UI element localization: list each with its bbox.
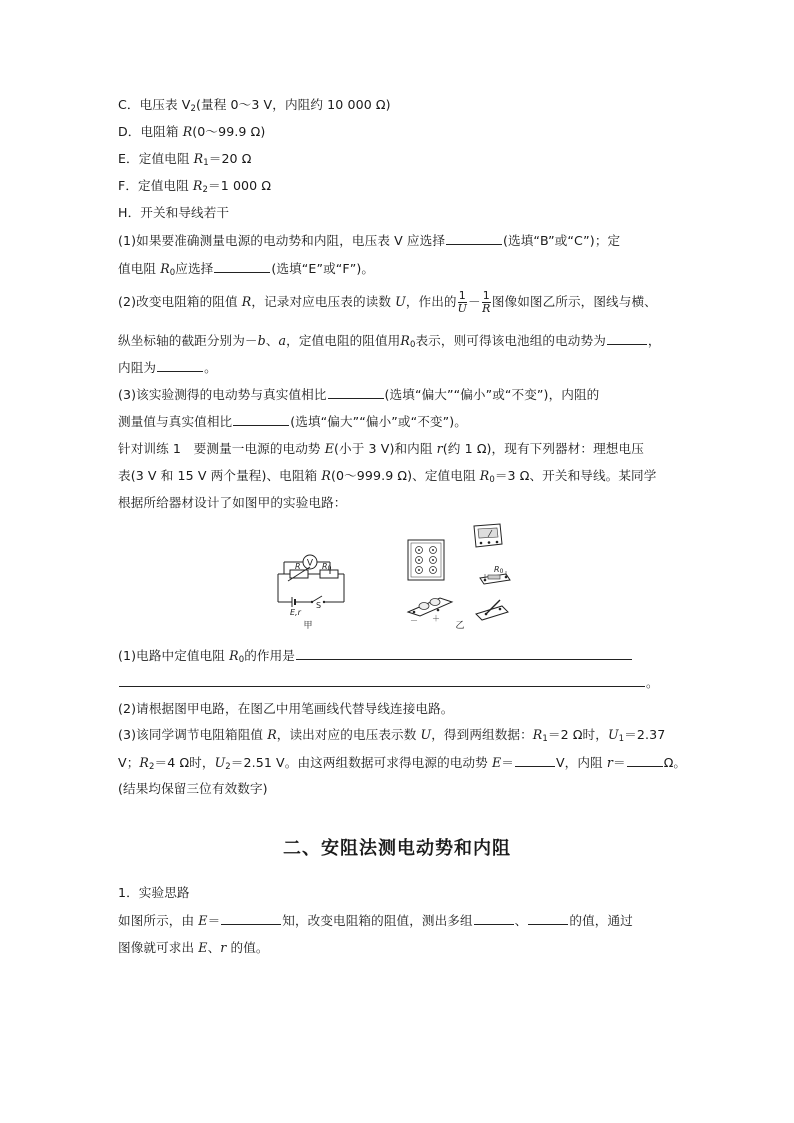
practice-3-line-2: V；$R_2=4$ Ω时，$U_2=2.51$ V。由这两组数据可求得电源的电动势 E＝ V，内阻 r＝ Ω。 [118,755,687,772]
item-e: E．定值电阻 $R_1=20$ Ω [118,151,252,168]
answer-blank[interactable] [119,673,645,687]
answer-blank[interactable] [221,911,281,925]
item-h: H．开关和导线若干 [118,205,230,220]
item-f: F．定值电阻 $R_2=1$ 000 Ω [118,178,272,195]
question-1-line-2: 值电阻 $R_0$应选择 (选填“E”或“F”)。 [118,261,375,278]
positive-terminal-label: ＋ [432,614,440,623]
drill-line-2: 表(3 V 和 15 V 两个量程)、电阻箱 R(0～999.9 Ω)、定值电阻 $R_0=3$ Ω、开关和导线。某同学 [118,468,657,485]
answer-blank[interactable] [607,331,647,345]
fraction-1-over-r: $\frac{1}{R}$ [482,289,491,315]
question-2-line-1: (2)改变电阻箱的阻值 R，记录对应电压表的读数 U，作出的 $\frac{1}{U}$ － $\frac{1}{R}$ 图像如图乙所示，图线与横、 [118,289,657,315]
practice-1-line-2: 。 [118,673,659,692]
question-3-line-1: (3)该实验测得的电动势与真实值相比 (选填“偏大”“偏小”或“不变”)，内阻的 [118,387,600,402]
drill-line-3: 根据所给器材设计了如图甲的实验电路： [118,495,347,510]
answer-blank[interactable] [528,911,568,925]
item-c: C．电压表 $V_2$(量程 0～3 V，内阻约 10 000 Ω) [118,97,391,114]
resistor-box-label: R [295,562,301,571]
fixed-resistor-apparatus-label: R0 [494,565,504,575]
fixed-resistor-label: R0 [322,562,332,572]
answer-blank[interactable] [296,646,632,660]
fraction-1-over-u: $\frac{1}{U}$ [457,289,467,315]
battery-apparatus [408,598,452,616]
question-1-line-1: (1)如果要准确测量电源的电动势和内阻，电压表 V 应选择 (选填“B”或“C”)；定 [118,233,621,248]
figure-label-yi: 乙 [455,621,465,631]
apparatus-diagram-yi [402,520,512,632]
practice-2: (2)请根据图甲电路，在图乙中用笔画线代替导线连接电路。 [118,701,454,716]
subsection-title: 1．实验思路 [118,885,190,900]
figure-label-jia: 甲 [303,621,313,630]
practice-1-line-1: (1)电路中定值电阻 $R_0$的作用是 [118,646,633,665]
answer-blank[interactable] [214,259,270,273]
section-line-2: 图像就可求出 E、r 的值。 [118,940,269,955]
practice-3-line-1: (3)该同学调节电阻箱阻值 R，读出对应的电压表示数 U，得到两组数据：$R_1=2$ Ω时，$U_1=2.37$ [118,727,666,744]
drill-line-1: 针对训练 1 要测量一电源的电动势 E(小于 3 V)和内阻 r(约 1 Ω)，现有下列器材：理想电压 [118,441,644,456]
question-2-line-2: 纵坐标轴的截距分别为－b、a，定值电阻的阻值用$R_0$表示，则可得该电池组的电动势为 ， [118,333,661,350]
voltmeter-label: V [306,558,314,569]
answer-blank[interactable] [627,753,663,767]
item-d: D．电阻箱 R(0～99.9 Ω) [118,124,266,139]
answer-blank[interactable] [328,385,384,399]
section-line-1: 如图所示，由 E＝ 知，改变电阻箱的阻值，测出多组 、 的值，通过 [118,913,633,928]
switch-label: S [316,601,322,610]
answer-blank[interactable] [474,911,514,925]
negative-terminal-label: － [410,616,418,625]
switch-apparatus [476,600,508,620]
answer-blank[interactable] [515,753,555,767]
question-3-line-2: 测量值与真实值相比 (选填“偏大”“偏小”或“不变”)。 [118,414,467,429]
resistance-box-apparatus [408,540,444,580]
source-label: E,r [290,608,301,617]
circuit-diagram-jia [272,546,354,630]
practice-3-line-3: (结果均保留三位有效数字) [118,781,268,796]
section-heading: 二、安阻法测电动势和内阻 [283,838,511,859]
answer-blank[interactable] [446,231,502,245]
answer-blank[interactable] [233,412,289,426]
question-2-line-3: 内阻为 。 [118,360,217,375]
answer-blank[interactable] [157,358,203,372]
voltmeter-apparatus [474,524,502,547]
